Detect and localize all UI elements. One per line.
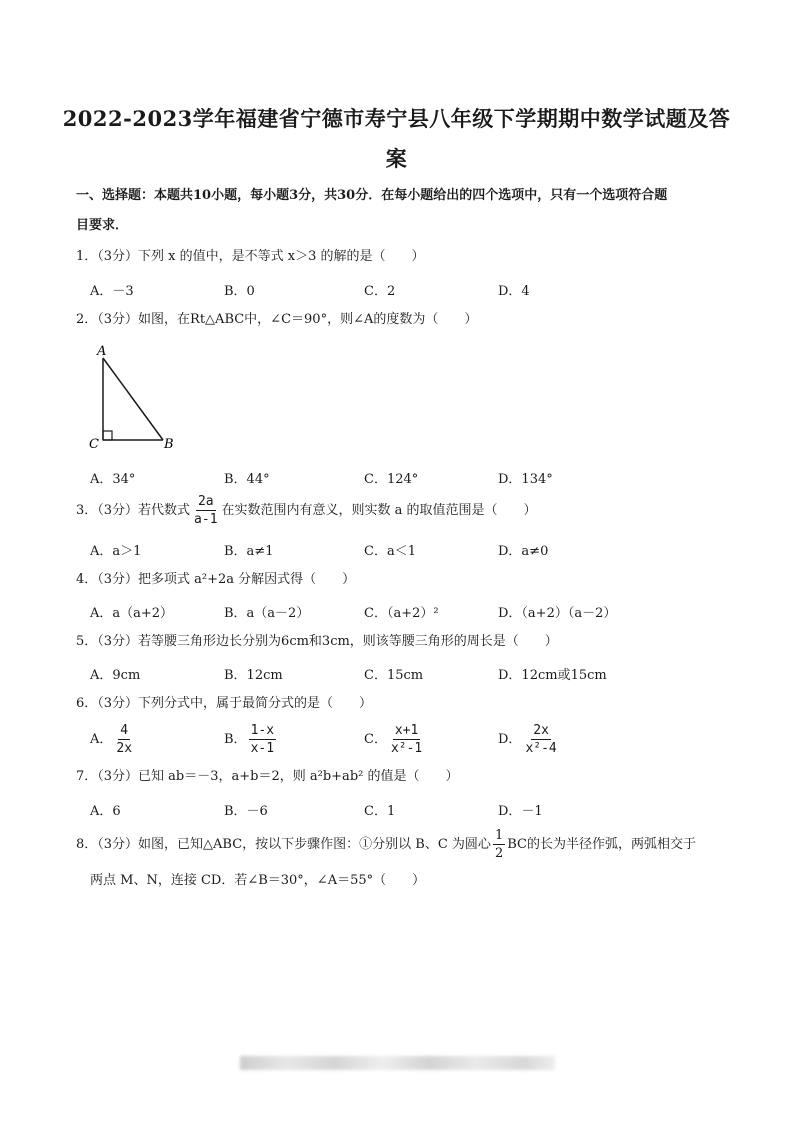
page-title-line2: 案: [385, 146, 408, 171]
q7-option-c: C．1: [364, 804, 396, 819]
vertex-label-c: C: [89, 437, 99, 452]
q4-option-a: A．a（a+2）: [90, 606, 174, 621]
vertex-label-a: A: [97, 344, 107, 359]
section-heading-line1: 一、选择题：本题共10小题，每小题3分，共30分．在每小题给出的四个选项中，只有一个选项符合题: [76, 188, 668, 203]
q1-option-a: A．－3: [90, 284, 134, 299]
q3-suffix: 在实数范围内有意义，则实数 a 的取值范围是（ ）: [221, 503, 537, 518]
vertex-label-b: B: [164, 437, 174, 452]
q5-option-c: C．15cm: [364, 668, 424, 683]
q3-option-d: D．a≠0: [498, 544, 549, 559]
q5-option-a: A．9cm: [90, 668, 141, 683]
question-3-text: [76, 494, 726, 527]
q3-fraction-numerator: 2a: [197, 494, 214, 509]
q3-option-a: A．a＞1: [90, 544, 142, 559]
blurred-footer-watermark: [240, 1056, 555, 1070]
question-8-text-line1: [76, 828, 726, 861]
q7-option-d: D．－1: [498, 804, 543, 819]
q2-option-d: D．134°: [498, 472, 553, 487]
q6-a-denominator: 2x: [116, 741, 133, 756]
question-7-options: [90, 800, 730, 820]
q6-d-denominator: x²-4: [525, 741, 557, 756]
question-2-text: 2．（3分）如图，在Rt△ABC中，∠C＝90°，则∠A的度数为（ ）: [76, 312, 478, 327]
triangle-side-ab: [103, 358, 163, 440]
q3-option-b: B．a≠1: [224, 544, 274, 559]
question-2-options: [90, 468, 730, 488]
q2-option-a: A．34°: [90, 472, 136, 487]
q2-option-b: B．44°: [224, 472, 270, 487]
q1-option-d: D．4: [498, 284, 530, 299]
q6-b-denominator: x-1: [250, 741, 275, 756]
q6-option-c: C． $\frac{x+1}{\text{x²-1}}$: [364, 723, 423, 756]
q1-option-c: C．2: [364, 284, 396, 299]
question-8-text-line2: 两点 M、N，连接 CD．若∠B＝30°，∠A＝55°（ ）: [90, 873, 426, 888]
q4-option-b: B．a（a－2）: [224, 606, 310, 621]
q6-option-d: D． $\frac{2x}{\text{x²-4}}$: [498, 723, 557, 756]
question-5-text: 5．（3分）若等腰三角形边长分别为6cm和3cm，则该等腰三角形的周长是（ ）: [76, 634, 558, 649]
section-heading-line2: 目要求．: [76, 218, 129, 233]
q8-fraction-numerator: 1: [494, 828, 504, 843]
q4-option-d: D．（a+2）（a－2）: [498, 606, 617, 621]
question-6-text: 6．（3分）下列分式中，属于最简分式的是（ ）: [76, 696, 373, 711]
q6-b-numerator: 1-x: [250, 723, 275, 738]
q2-option-c: C．124°: [364, 472, 419, 487]
question-5-options: [90, 664, 730, 684]
q1-option-b: B．0: [224, 284, 255, 299]
q3-fraction-denominator: a-1: [194, 512, 218, 527]
q6-d-numerator: 2x: [533, 723, 549, 738]
q5-option-b: B．12cm: [224, 668, 283, 683]
q6-option-b: B． $\frac{1-x}{x-1}$: [224, 723, 275, 756]
q7-option-b: B．－6: [224, 804, 268, 819]
right-triangle-figure: [88, 342, 188, 454]
q8-prefix: 8．（3分）如图，已知△ABC，按以下步骤作图：①分别以 B、C 为圆心: [76, 837, 491, 852]
question-7-text: 7．（3分）已知 ab＝－3，a+b＝2，则 a²b+ab² 的值是（ ）: [76, 769, 459, 784]
q4-option-c: C．（a+2）²: [364, 606, 439, 621]
question-4-text: 4．（3分）把多项式 a²+2a 分解因式得（ ）: [76, 572, 356, 587]
q6-c-denominator: x²-1: [390, 741, 423, 756]
q3-fraction: [192, 494, 219, 527]
q3-option-c: C．a＜1: [364, 544, 416, 559]
page-title-line1: 2022-2023学年福建省宁德市寿宁县八年级下学期期中数学试题及答: [62, 106, 731, 131]
question-1-options: [90, 280, 730, 300]
q5-option-d: D．12cm或15cm: [498, 668, 607, 683]
q6-a-numerator: 4: [120, 723, 129, 738]
question-3-options: [90, 540, 730, 560]
right-angle-mark: [103, 431, 112, 440]
q7-option-a: A．6: [90, 804, 121, 819]
q3-prefix: 3．（3分）若代数式: [76, 503, 191, 518]
question-4-options: [90, 602, 730, 622]
question-6-options: [90, 720, 730, 760]
question-1-text: 1．（3分）下列 x 的值中，是不等式 x＞3 的解的是（ ）: [76, 249, 425, 264]
q8-fraction: [493, 828, 505, 861]
q8-fraction-denominator: 2: [494, 846, 504, 861]
q8-suffix: BC的长为半径作弧，两弧相交于: [507, 837, 696, 852]
q6-c-numerator: x+1: [394, 723, 419, 738]
q6-option-a: A． $\frac{4}{2x}$: [90, 723, 133, 756]
